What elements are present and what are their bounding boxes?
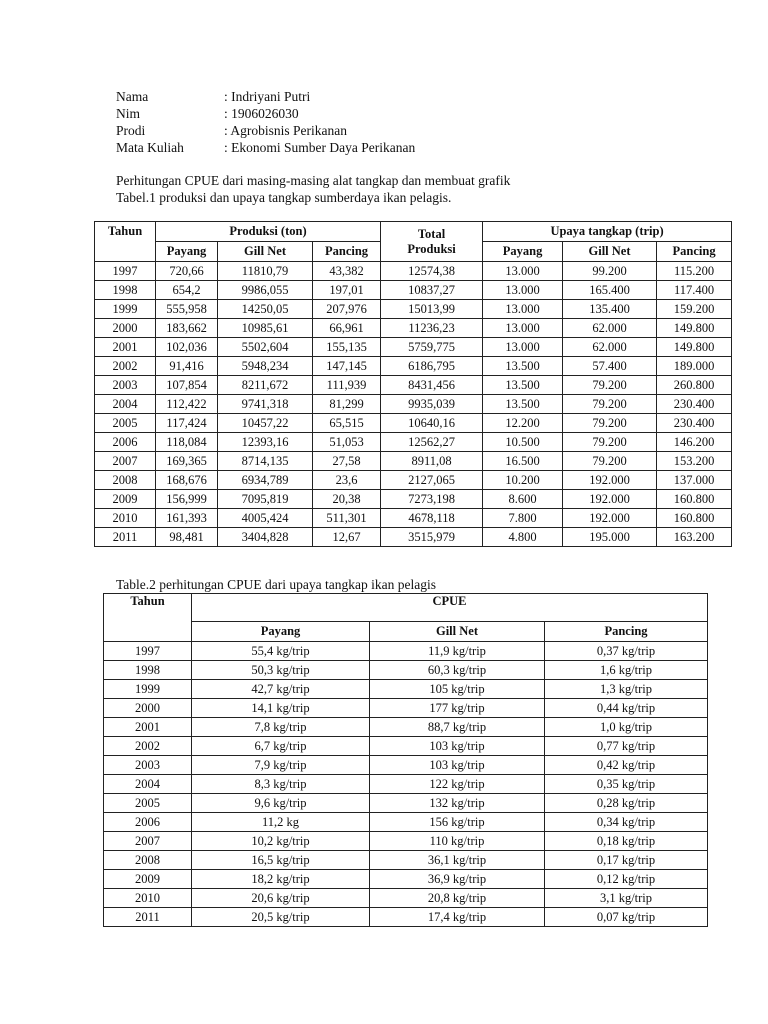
produksi-payang-cell: 112,422 [156,395,218,414]
tahun-cell: 2005 [104,794,192,813]
total-produksi-cell: 9935,039 [381,395,483,414]
table-row [95,281,732,300]
cpue-gillnet-cell: 177 kg/trip [370,699,545,718]
cpue-pancing-cell: 0,35 kg/trip [545,775,708,794]
upaya-gillnet-cell: 192.000 [563,490,657,509]
table-row [104,756,708,775]
cpue-gillnet-cell: 103 kg/trip [370,737,545,756]
produksi-gillnet-cell: 12393,16 [218,433,313,452]
produksi-gillnet-cell: 9741,318 [218,395,313,414]
info-value: : Indriyani Putri [224,89,311,104]
header-produksi-pancing: Pancing [313,242,381,262]
produksi-payang-cell: 91,416 [156,357,218,376]
info-label: Mata Kuliah [116,140,184,155]
upaya-gillnet-cell: 79.200 [563,414,657,433]
produksi-pancing-cell: 43,382 [313,262,381,281]
header-upaya: Upaya tangkap (trip) [483,222,732,242]
cpue-payang-cell: 7,9 kg/trip [192,756,370,775]
upaya-gillnet-cell: 79.200 [563,395,657,414]
tahun-cell: 2011 [104,908,192,927]
produksi-payang-cell: 720,66 [156,262,218,281]
tahun-cell: 1999 [104,680,192,699]
upaya-payang-cell: 12.200 [483,414,563,433]
tahun-cell: 1998 [95,281,156,300]
produksi-gillnet-cell: 5948,234 [218,357,313,376]
tahun-cell: 1997 [104,642,192,661]
info-row-mata-kuliah [116,139,415,156]
tahun-cell: 2006 [104,813,192,832]
info-value: : 1906026030 [224,106,299,121]
table-row [95,414,732,433]
table-row [95,376,732,395]
table-row [104,699,708,718]
cpue-pancing-cell: 0,42 kg/trip [545,756,708,775]
upaya-gillnet-cell: 62.000 [563,319,657,338]
tahun-cell: 2009 [104,870,192,889]
produksi-payang-cell: 118,084 [156,433,218,452]
header-cpue-gillnet: Gill Net [370,622,545,642]
header-produksi: Produksi (ton) [156,222,381,242]
cpue-payang-cell: 14,1 kg/trip [192,699,370,718]
info-value: : Agrobisnis Perikanan [224,123,347,138]
produksi-gillnet-cell: 10457,22 [218,414,313,433]
produksi-payang-cell: 107,854 [156,376,218,395]
upaya-gillnet-cell: 79.200 [563,376,657,395]
upaya-pancing-cell: 149.800 [657,319,732,338]
cpue-payang-cell: 11,2 kg [192,813,370,832]
table-row [95,509,732,528]
header-tahun: Tahun [104,594,192,642]
cpue-payang-cell: 10,2 kg/trip [192,832,370,851]
total-produksi-cell: 3515,979 [381,528,483,547]
tahun-cell: 2001 [104,718,192,737]
table-row [104,813,708,832]
upaya-pancing-cell: 149.800 [657,338,732,357]
produksi-gillnet-cell: 11810,79 [218,262,313,281]
table-row [104,889,708,908]
produksi-payang-cell: 161,393 [156,509,218,528]
produksi-payang-cell: 183,662 [156,319,218,338]
table-row [104,851,708,870]
produksi-pancing-cell: 27,58 [313,452,381,471]
cpue-payang-cell: 9,6 kg/trip [192,794,370,813]
table-row [104,642,708,661]
cpue-payang-cell: 8,3 kg/trip [192,775,370,794]
total-produksi-cell: 15013,99 [381,300,483,319]
produksi-pancing-cell: 511,301 [313,509,381,528]
produksi-pancing-cell: 66,961 [313,319,381,338]
table-row [95,490,732,509]
tahun-cell: 2008 [104,851,192,870]
cpue-gillnet-cell: 20,8 kg/trip [370,889,545,908]
upaya-gillnet-cell: 79.200 [563,433,657,452]
header-total-line1: Total [417,226,446,241]
cpue-payang-cell: 6,7 kg/trip [192,737,370,756]
upaya-pancing-cell: 230.400 [657,395,732,414]
upaya-pancing-cell: 160.800 [657,490,732,509]
upaya-payang-cell: 13.000 [483,338,563,357]
produksi-gillnet-cell: 8714,135 [218,452,313,471]
produksi-pancing-cell: 147,145 [313,357,381,376]
info-label: Nama [116,89,149,104]
produksi-pancing-cell: 197,01 [313,281,381,300]
cpue-pancing-cell: 0,77 kg/trip [545,737,708,756]
produksi-payang-cell: 555,958 [156,300,218,319]
produksi-payang-cell: 98,481 [156,528,218,547]
table-row [95,319,732,338]
table-row [104,870,708,889]
cpue-pancing-cell: 3,1 kg/trip [545,889,708,908]
tahun-cell: 2002 [95,357,156,376]
upaya-gillnet-cell: 192.000 [563,509,657,528]
table-row [104,680,708,699]
cpue-gillnet-cell: 105 kg/trip [370,680,545,699]
total-produksi-cell: 7273,198 [381,490,483,509]
info-row-prodi [116,122,415,139]
upaya-payang-cell: 13.500 [483,376,563,395]
produksi-gillnet-cell: 5502,604 [218,338,313,357]
tahun-cell: 2001 [95,338,156,357]
upaya-pancing-cell: 153.200 [657,452,732,471]
info-label: Nim [116,106,141,121]
total-produksi-cell: 8911,08 [381,452,483,471]
header-cpue-payang: Payang [192,622,370,642]
total-produksi-cell: 4678,118 [381,509,483,528]
cpue-gillnet-cell: 122 kg/trip [370,775,545,794]
table2-caption: Table.2 perhitungan CPUE dari upaya tangkap ikan pelagis [116,577,436,592]
upaya-gillnet-cell: 192.000 [563,471,657,490]
upaya-payang-cell: 16.500 [483,452,563,471]
produksi-pancing-cell: 155,135 [313,338,381,357]
tahun-cell: 2011 [95,528,156,547]
total-produksi-cell: 10837,27 [381,281,483,300]
table-row [104,794,708,813]
upaya-pancing-cell: 163.200 [657,528,732,547]
table-row [104,908,708,927]
produksi-pancing-cell: 20,38 [313,490,381,509]
header-cpue-pancing: Pancing [545,622,708,642]
table-row [104,718,708,737]
cpue-pancing-cell: 1,3 kg/trip [545,680,708,699]
cpue-table [103,593,708,927]
cpue-gillnet-cell: 88,7 kg/trip [370,718,545,737]
table-row [104,775,708,794]
produksi-payang-cell: 117,424 [156,414,218,433]
cpue-pancing-cell: 0,37 kg/trip [545,642,708,661]
table1-caption: Tabel.1 produksi dan upaya tangkap sumberdaya ikan pelagis. [116,190,452,205]
cpue-gillnet-cell: 132 kg/trip [370,794,545,813]
table-row [104,832,708,851]
tahun-cell: 2000 [104,699,192,718]
tahun-cell: 2007 [95,452,156,471]
upaya-payang-cell: 13.000 [483,300,563,319]
production-table-body [95,262,732,547]
tahun-cell: 2008 [95,471,156,490]
upaya-pancing-cell: 137.000 [657,471,732,490]
upaya-payang-cell: 13.000 [483,281,563,300]
cpue-gillnet-cell: 103 kg/trip [370,756,545,775]
table-row [104,661,708,680]
produksi-payang-cell: 156,999 [156,490,218,509]
upaya-gillnet-cell: 79.200 [563,452,657,471]
intro-line: Perhitungan CPUE dari masing-masing alat tangkap dan membuat grafik [116,173,511,188]
total-produksi-cell: 8431,456 [381,376,483,395]
total-produksi-cell: 2127,065 [381,471,483,490]
upaya-gillnet-cell: 99.200 [563,262,657,281]
upaya-pancing-cell: 230.400 [657,414,732,433]
upaya-payang-cell: 10.500 [483,433,563,452]
cpue-gillnet-cell: 36,9 kg/trip [370,870,545,889]
upaya-payang-cell: 13.000 [483,262,563,281]
tahun-cell: 1998 [104,661,192,680]
produksi-payang-cell: 654,2 [156,281,218,300]
tahun-cell: 2000 [95,319,156,338]
production-effort-table [94,221,732,547]
cpue-gillnet-cell: 36,1 kg/trip [370,851,545,870]
info-row-nim [116,105,415,122]
table-row [95,300,732,319]
upaya-gillnet-cell: 62.000 [563,338,657,357]
tahun-cell: 2007 [104,832,192,851]
tahun-cell: 2010 [104,889,192,908]
header-total-produksi [381,222,483,262]
upaya-pancing-cell: 159.200 [657,300,732,319]
produksi-gillnet-cell: 7095,819 [218,490,313,509]
upaya-payang-cell: 13.000 [483,319,563,338]
tahun-cell: 2006 [95,433,156,452]
produksi-gillnet-cell: 10985,61 [218,319,313,338]
intro-text [116,172,510,206]
table-row [95,357,732,376]
produksi-gillnet-cell: 8211,672 [218,376,313,395]
cpue-pancing-cell: 1,6 kg/trip [545,661,708,680]
table-row [95,262,732,281]
cpue-pancing-cell: 0,18 kg/trip [545,832,708,851]
tahun-cell: 1999 [95,300,156,319]
produksi-payang-cell: 169,365 [156,452,218,471]
upaya-gillnet-cell: 135.400 [563,300,657,319]
header-cpue: CPUE [192,594,708,622]
header-upaya-payang: Payang [483,242,563,262]
cpue-pancing-cell: 0,34 kg/trip [545,813,708,832]
cpue-gillnet-cell: 17,4 kg/trip [370,908,545,927]
table-row [95,338,732,357]
tahun-cell: 2003 [95,376,156,395]
cpue-payang-cell: 7,8 kg/trip [192,718,370,737]
cpue-payang-cell: 16,5 kg/trip [192,851,370,870]
total-produksi-cell: 5759,775 [381,338,483,357]
upaya-gillnet-cell: 57.400 [563,357,657,376]
tahun-cell: 2002 [104,737,192,756]
upaya-payang-cell: 4.800 [483,528,563,547]
total-produksi-cell: 10640,16 [381,414,483,433]
info-label: Prodi [116,123,146,138]
produksi-gillnet-cell: 3404,828 [218,528,313,547]
cpue-gillnet-cell: 11,9 kg/trip [370,642,545,661]
cpue-gillnet-cell: 110 kg/trip [370,832,545,851]
cpue-payang-cell: 18,2 kg/trip [192,870,370,889]
cpue-table-body [104,642,708,927]
produksi-pancing-cell: 81,299 [313,395,381,414]
produksi-pancing-cell: 51,053 [313,433,381,452]
total-produksi-cell: 12562,27 [381,433,483,452]
cpue-pancing-cell: 1,0 kg/trip [545,718,708,737]
produksi-gillnet-cell: 14250,05 [218,300,313,319]
upaya-payang-cell: 8.600 [483,490,563,509]
table-row [104,737,708,756]
tahun-cell: 2005 [95,414,156,433]
produksi-pancing-cell: 207,976 [313,300,381,319]
header-total-line2: Produksi [407,241,456,256]
upaya-pancing-cell: 160.800 [657,509,732,528]
cpue-pancing-cell: 0,07 kg/trip [545,908,708,927]
upaya-payang-cell: 13.500 [483,357,563,376]
upaya-payang-cell: 10.200 [483,471,563,490]
cpue-payang-cell: 55,4 kg/trip [192,642,370,661]
tahun-cell: 1997 [95,262,156,281]
table-row [95,471,732,490]
upaya-gillnet-cell: 165.400 [563,281,657,300]
total-produksi-cell: 12574,38 [381,262,483,281]
header-tahun: Tahun [95,222,156,262]
header-produksi-payang: Payang [156,242,218,262]
tahun-cell: 2003 [104,756,192,775]
tahun-cell: 2004 [95,395,156,414]
produksi-gillnet-cell: 6934,789 [218,471,313,490]
cpue-pancing-cell: 0,12 kg/trip [545,870,708,889]
cpue-pancing-cell: 0,44 kg/trip [545,699,708,718]
upaya-pancing-cell: 146.200 [657,433,732,452]
cpue-pancing-cell: 0,17 kg/trip [545,851,708,870]
table-row [95,528,732,547]
total-produksi-cell: 11236,23 [381,319,483,338]
table-row [95,433,732,452]
tahun-cell: 2004 [104,775,192,794]
info-value: : Ekonomi Sumber Daya Perikanan [224,140,416,155]
info-row-nama [116,88,415,105]
produksi-pancing-cell: 23,6 [313,471,381,490]
student-info [116,88,415,156]
produksi-gillnet-cell: 9986,055 [218,281,313,300]
produksi-pancing-cell: 65,515 [313,414,381,433]
upaya-pancing-cell: 117.400 [657,281,732,300]
upaya-payang-cell: 7.800 [483,509,563,528]
header-upaya-gillnet: Gill Net [563,242,657,262]
tahun-cell: 2010 [95,509,156,528]
produksi-gillnet-cell: 4005,424 [218,509,313,528]
header-produksi-gillnet: Gill Net [218,242,313,262]
table-row [95,395,732,414]
cpue-payang-cell: 20,6 kg/trip [192,889,370,908]
cpue-gillnet-cell: 156 kg/trip [370,813,545,832]
cpue-gillnet-cell: 60,3 kg/trip [370,661,545,680]
produksi-pancing-cell: 111,939 [313,376,381,395]
total-produksi-cell: 6186,795 [381,357,483,376]
produksi-payang-cell: 168,676 [156,471,218,490]
upaya-payang-cell: 13.500 [483,395,563,414]
cpue-pancing-cell: 0,28 kg/trip [545,794,708,813]
upaya-pancing-cell: 189.000 [657,357,732,376]
table-row [95,452,732,471]
cpue-payang-cell: 50,3 kg/trip [192,661,370,680]
tahun-cell: 2009 [95,490,156,509]
upaya-gillnet-cell: 195.000 [563,528,657,547]
produksi-pancing-cell: 12,67 [313,528,381,547]
header-upaya-pancing: Pancing [657,242,732,262]
upaya-pancing-cell: 115.200 [657,262,732,281]
produksi-payang-cell: 102,036 [156,338,218,357]
upaya-pancing-cell: 260.800 [657,376,732,395]
cpue-payang-cell: 20,5 kg/trip [192,908,370,927]
cpue-payang-cell: 42,7 kg/trip [192,680,370,699]
